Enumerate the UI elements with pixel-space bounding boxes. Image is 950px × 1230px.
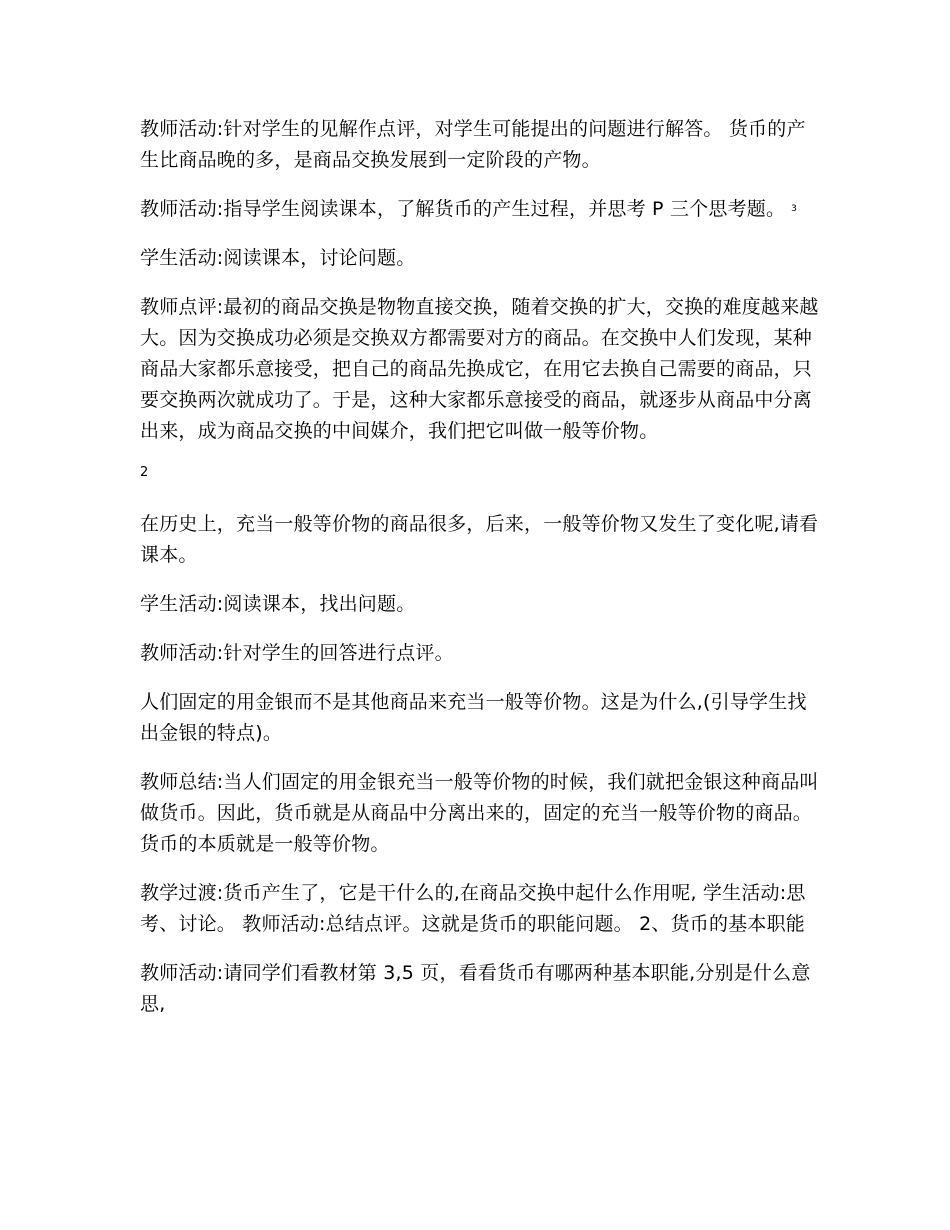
paragraph-student-activity-1: 学生活动:阅读课本，讨论问题。 <box>140 247 416 269</box>
paragraph-transition: 教学过渡:货币产生了，它是干什么的,在商品交换中起什么作用呢, 学生活动:思考、讨论。 教师活动:总结点评。这就是货币的职能问题。 2、货币的基本职能 <box>140 882 806 935</box>
paragraph-history: 在历史上，充当一般等价物的商品很多，后来，一般等价物又发生了变化呢,请看课本。 <box>140 513 819 566</box>
subscript-mark: 3 <box>791 204 798 214</box>
paragraph-gold-silver: 人们固定的用金银而不是其他商品来充当一般等价物。这是为什么,(引导学生找出金银的特点)。 <box>140 691 807 744</box>
paragraph-student-activity-2: 学生活动:阅读课本，找出问题。 <box>140 593 416 615</box>
paragraph-teacher-guide-text: 教师活动:指导学生阅读课本，了解货币的产生过程，并思考 P 三个思考题。 <box>140 198 786 220</box>
paragraph-teacher-activity-2: 教师活动:针对学生的回答进行点评。 <box>140 642 454 664</box>
paragraph-teacher-comment-1: 教师活动:针对学生的见解作点评，对学生可能提出的问题进行解答。 货币的产生比商品晚的多，是商品交换发展到一定阶段的产物。 <box>140 118 806 171</box>
paragraph-teacher-activity-3: 教师活动:请同学们看教材第 3,5 页，看看货币有哪两种基本职能,分别是什么意思, <box>140 962 811 1015</box>
paragraph-teacher-guide <box>140 194 820 225</box>
paragraph-teacher-summary: 教师总结:当人们固定的用金银充当一般等价物的时候，我们就把金银这种商品叫做货币。因此，货币就是从商品中分离出来的，固定的充当一般等价物的商品。货币的本质就是一般等价物。 <box>140 771 819 855</box>
paragraph-teacher-review: 教师点评:最初的商品交换是物物直接交换，随着交换的扩大，交换的难度越来越大。因为交换成功必须是交换双方都需要对方的商品。在交换中人们发现，某种商品大家都乐意接受，把自己的商品先换成它，在用它去换自己需要的商品，只要交换两次就成功了。于是，这种大家都乐意接受的商品，就逐步从商品中分离出来，成为商品交换的中间媒介，我们把它叫做一般等价物。 <box>140 296 819 442</box>
document-page <box>140 114 820 1038</box>
page-number: 2 <box>140 465 149 480</box>
